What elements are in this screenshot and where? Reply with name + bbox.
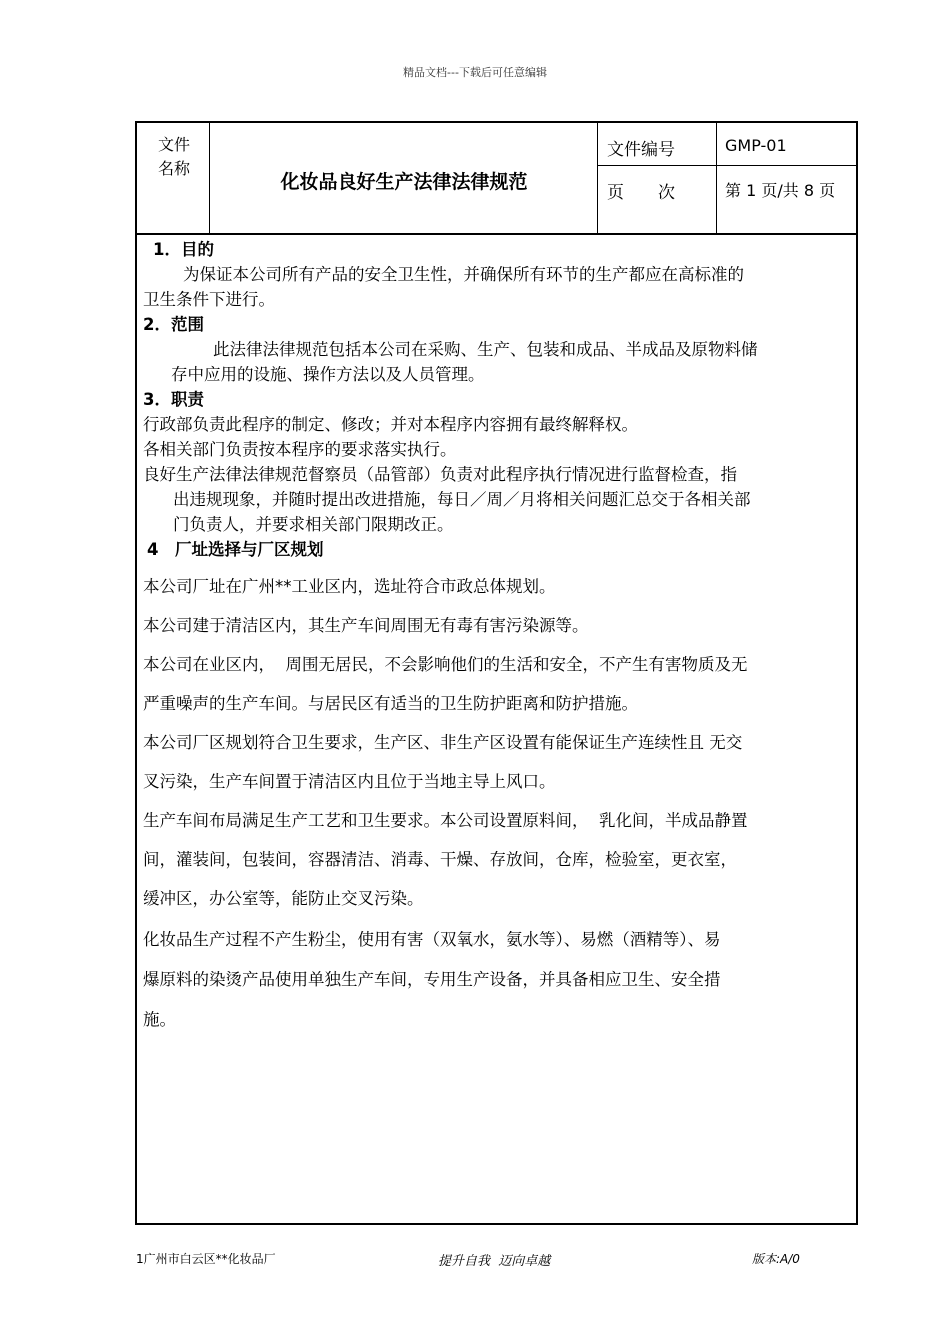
doc-number-value: GMP-01 xyxy=(725,136,787,155)
header-divider xyxy=(209,123,210,233)
file-name-label xyxy=(151,133,197,181)
document-frame xyxy=(135,121,858,1225)
paragraph-line: 行政部负责此程序的制定、修改；并对本程序内容拥有最终解释权。 xyxy=(143,415,638,434)
paragraph-line: 本公司建于清洁区内，其生产车间周围无有毒有害污染源等。 xyxy=(143,616,589,635)
document-title: 化妆品良好生产法律法律规范 xyxy=(280,171,528,193)
section-heading: 2．范围 xyxy=(143,315,204,334)
header-divider xyxy=(716,123,717,233)
paragraph-line: 生产车间布局满足生产工艺和卫生要求。本公司设置原料间， 乳化间，半成品静置 xyxy=(143,811,748,830)
paragraph-line: 本公司在业区内， 周围无居民，不会影响他们的生活和安全，不产生有害物质及无 xyxy=(143,655,748,674)
header-divider xyxy=(597,123,598,233)
paragraph-line: 严重噪声的生产车间。与居民区有适当的卫生防护距离和防护措施。 xyxy=(143,694,638,713)
header-table xyxy=(137,123,856,235)
file-name-label-line2: 名称 xyxy=(157,159,190,178)
top-note: 精品文档---下载后可任意编辑 xyxy=(403,66,547,79)
paragraph-line: 良好生产法律法律规范督察员（品管部）负责对此程序执行情况进行监督检查，指 xyxy=(143,465,737,484)
section-heading: 1．目的 xyxy=(153,240,214,259)
paragraph-line: 门负责人，并要求相关部门限期改正。 xyxy=(173,515,454,534)
footer-version: 版本:A/0 xyxy=(752,1252,800,1266)
paragraph-line: 本公司厂址在广州**工业区内，选址符合市政总体规划。 xyxy=(143,577,556,596)
page-value: 第 1 页/共 8 页 xyxy=(725,181,836,200)
section-heading: 4 厂址选择与厂区规划 xyxy=(147,540,324,559)
paragraph-line: 本公司厂区规划符合卫生要求，生产区、非生产区设置有能保证生产连续性且 无交 xyxy=(143,733,743,752)
page-label: 页 次 xyxy=(607,183,675,203)
doc-number-label: 文件编号 xyxy=(607,140,675,160)
paragraph-line: 为保证本公司所有产品的安全卫生性，并确保所有环节的生产都应在高标准的 xyxy=(183,265,744,284)
paragraph-line: 爆原料的染烫产品使用单独生产车间，专用生产设备，并具备相应卫生、安全措 xyxy=(143,970,721,989)
paragraph-line: 间，灌装间，包装间，容器清洁、消毒、干燥、存放间，仓库，检验室，更衣室， xyxy=(143,850,737,869)
file-name-label-line1: 文件 xyxy=(157,135,190,154)
section-heading: 3．职责 xyxy=(143,390,204,409)
paragraph-line: 存中应用的设施、操作方法以及人员管理。 xyxy=(171,365,485,384)
paragraph-line: 卫生条件下进行。 xyxy=(143,290,275,309)
paragraph-line: 施。 xyxy=(143,1010,176,1029)
paragraph-line: 缓冲区，办公室等，能防止交叉污染。 xyxy=(143,889,424,908)
footer-slogan: 提升自我 迈向卓越 xyxy=(438,1254,551,1269)
footer-company: 1广州市白云区**化妆品厂 xyxy=(136,1252,276,1266)
header-row-divider xyxy=(597,165,856,166)
paragraph-line: 各相关部门负责按本程序的要求落实执行。 xyxy=(143,440,457,459)
paragraph-line: 此法律法律规范包括本公司在采购、生产、包装和成品、半成品及原物料储 xyxy=(213,340,758,359)
paragraph-line: 出违规现象，并随时提出改进措施，每日／周／月将相关问题汇总交于各相关部 xyxy=(173,490,751,509)
paragraph-line: 化妆品生产过程不产生粉尘，使用有害（双氧水，氨水等）、易燃（酒精等）、易 xyxy=(143,930,721,949)
paragraph-line: 叉污染，生产车间置于清洁区内且位于当地主导上风口。 xyxy=(143,772,556,791)
